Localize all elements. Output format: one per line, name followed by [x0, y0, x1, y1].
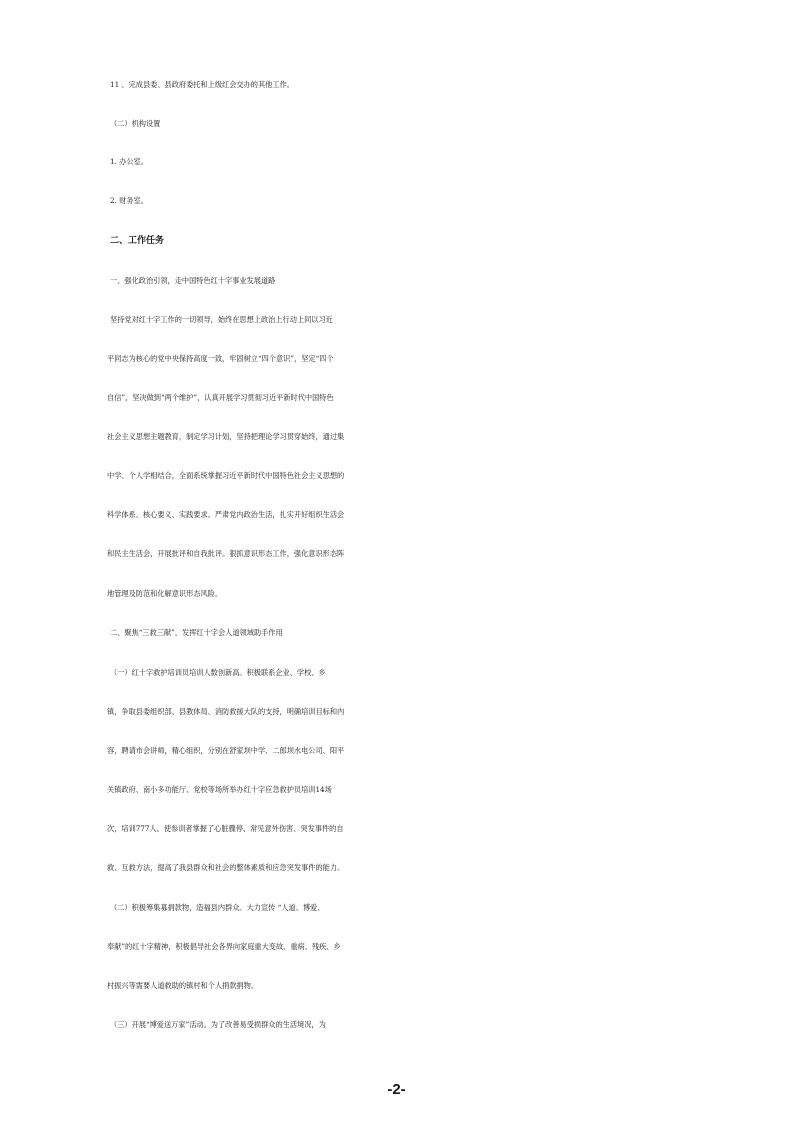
- text-line: 11 、完成县委、县政府委托和上级红会交办的其他工作。: [110, 80, 294, 89]
- subheading-line: 二、聚焦“三救三献”，发挥红十字会人道领域助手作用: [110, 628, 283, 637]
- text-line: 镇，争取县委组织部、县教体局、消防救援大队的支持，明确培训目标和内: [107, 707, 345, 716]
- subheading-line: （二）机构设置: [110, 119, 161, 128]
- text-line: 容，聘请市会讲师，精心组织，分别在舒家坝中学、二郎坝水电公司、阳平: [107, 746, 345, 755]
- text-line: 社会主义思想主题教育，制定学习计划，坚持把理论学习贯穿始终，通过集: [107, 432, 345, 441]
- text-line: （二）积极筹集募捐款物，造福县内群众。大力宣传 “人道、博爱、: [110, 903, 325, 912]
- text-line: 和民主生活会，开展批评和自我批评。狠抓意识形态工作，强化意识形态阵: [107, 549, 345, 558]
- page-number: -2-: [387, 1081, 406, 1098]
- text-line: 中学、个人学相结合，全面系统掌握习近平新时代中国特色社会主义思想的: [107, 471, 345, 480]
- text-line: 地管理及防范和化解意识形态风险。: [107, 589, 223, 598]
- section-heading: 二、工作任务: [110, 236, 165, 246]
- text-line: 关镇政府、南小多功能厅、党校等场所举办红十字应急救护员培训14场: [107, 785, 332, 794]
- text-line: 次，培训777人。使参训者掌握了心脏骤停、常见意外伤害、突发事件的自: [107, 824, 344, 833]
- text-line: 科学体系、核心要义、实践要求。严肃党内政治生活，扎实开好组织生活会: [107, 510, 345, 519]
- text-line: 坚持党对红十字工作的一切领导，始终在思想上政治上行动上同以习近: [110, 315, 333, 324]
- text-line: （三）开展“博爱送万家”活动。为了改善易受损群众的生活境况，为: [110, 1020, 326, 1029]
- text-line: （一）红十字救护培训员培训人数创新高。积极联系企业、学校、乡: [110, 668, 326, 677]
- text-line: 救、互救方法，提高了我县群众和社会的整体素质和应急突发事件的能力。: [107, 863, 345, 872]
- text-line: 平同志为核心的党中央保持高度一致，牢固树立“四个意识”，坚定“四个: [107, 354, 334, 363]
- text-line: 村振兴等需要人道救助的镇村和个人捐款捐物。: [107, 981, 258, 990]
- text-line: 奉献”的红十字精神，积极倡导社会各界向家庭重大变故、重病、残疾、乡: [107, 942, 341, 951]
- text-line: 自信”，坚决做到“两个维护”，认真开展学习贯彻习近平新时代中国特色: [107, 393, 334, 402]
- text-line: 2. 财务室。: [110, 196, 148, 205]
- text-line: 1. 办公室。: [110, 157, 148, 166]
- subheading-line: 一、强化政治引领，走中国特色红十字事业发展道路: [110, 276, 276, 285]
